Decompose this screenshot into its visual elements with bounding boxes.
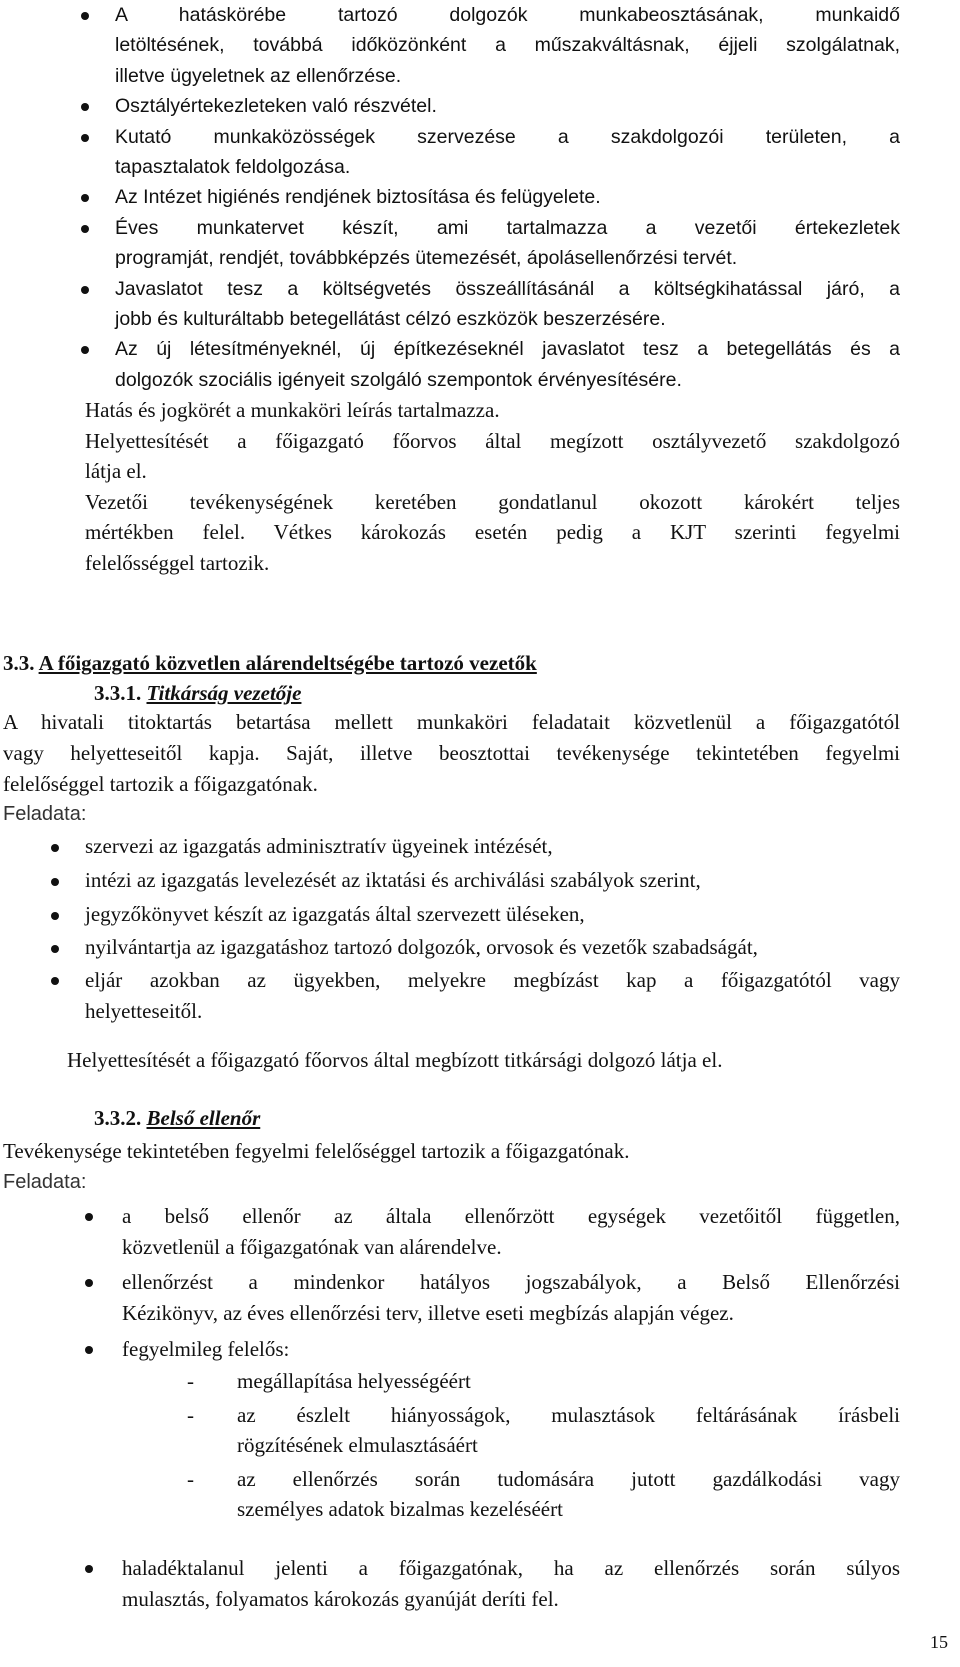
list-item (115, 0, 900, 91)
list-item-line: Kutató munkaközösségek szervezése a szakdolgozói területen, a (115, 125, 900, 148)
list-item (85, 864, 900, 898)
subsection-number: 3.3.1. (94, 681, 142, 705)
dash-item-line: rögzítésének elmulasztásáért (237, 1433, 478, 1457)
list-item-line: Osztályértekezleteken való részvétel. (115, 95, 437, 118)
bullet-icon (85, 1213, 93, 1221)
dash-item-line: az észlelt hiányosságok, mulasztások feltárásának írásbeli (237, 1402, 900, 1427)
list-item-line: letöltésének, továbbá időközönként a műszakváltásnak, éjjeli szolgálatnak, (115, 34, 900, 57)
list-item (122, 1553, 900, 1614)
titkarsag-list (85, 830, 900, 1027)
list-item (122, 1201, 900, 1262)
list-item-line: ellenőrzést a mindenkor hatályos jogszabályok, a Belső Ellenőrzési (122, 1270, 900, 1295)
subsection-heading (94, 1106, 260, 1131)
list-item-line: eljár azokban az ügyekben, melyekre megbízást kap a főigazgatótól vagy (85, 968, 900, 993)
list-item-line: a belső ellenőr az általa ellenőrzött egységek vezetőitől független, (122, 1204, 900, 1228)
bullet-icon (85, 1279, 93, 1287)
top-after-paragraphs (85, 395, 900, 579)
paragraph-line: Hatás és jogkörét a munkaköri leírás tartalmazza. (85, 398, 500, 422)
dash-item-line: megállapítása helyességéért (237, 1369, 471, 1393)
list-item (85, 898, 900, 932)
belso-ellenor-list (122, 1201, 900, 1365)
section-title: A főigazgató közvetlen alárendeltségébe tartozó vezetők (38, 651, 537, 675)
subsection-intro (3, 707, 900, 830)
list-item-line: tapasztalatok feldolgozása. (115, 156, 351, 179)
list-item-line: helyetteseitől. (85, 999, 203, 1024)
list-item (115, 334, 900, 395)
list-item-line: haladéktalanul jelenti a főigazgatónak, ha az ellenőrzés során súlyos (122, 1556, 900, 1580)
list-item-line: Az Intézet higiénés rendjének biztosítása és felügyelete. (115, 186, 601, 209)
list-item-line: jegyzőkönyvet készít az igazgatás által szervezett üléseken, (85, 901, 585, 926)
list-item-line: intézi az igazgatás levelezését az iktatási és archiválási szabályok szerint, (85, 867, 701, 892)
dash-marker: - (187, 1466, 194, 1491)
section-heading (3, 651, 537, 676)
paragraph-line: A hivatali titoktartás betartása mellett munkaköri feladatait közvetlenül a főigazgatótól (3, 710, 900, 734)
list-item (85, 965, 900, 1027)
subsection-number: 3.3.2. (94, 1106, 142, 1130)
bullet-icon (51, 945, 59, 953)
list-item (85, 931, 900, 965)
dash-item (187, 1464, 900, 1525)
list-item-line: mulasztás, folyamatos károkozás gyanúját deríti fel. (122, 1586, 559, 1611)
subsection-intro (3, 1136, 630, 1198)
list-item-line: közvetlenül a főigazgatónak van alárendelve. (122, 1234, 502, 1259)
page-number: 15 (930, 1632, 948, 1652)
bullet-icon (81, 12, 89, 20)
belso-ellenor-list-last (122, 1553, 900, 1614)
dash-sublist (187, 1366, 900, 1525)
list-item (115, 182, 900, 212)
paragraph-line: Helyettesítését a főigazgató főorvos által megízott osztályvezető szakdolgozó (85, 428, 900, 453)
paragraph-line: vagy helyetteseitől kapja. Saját, illetve beosztottai tevékenysége tekintetében fegyelmi (3, 740, 900, 765)
paragraph-line: mértékben felel. Vétkes károkozás esetén pedig a KJT szerinti fegyelmi (85, 520, 900, 545)
dash-item (187, 1366, 900, 1397)
list-item-line: jobb és kulturáltabb betegellátást célzó eszközök beszerzésére. (115, 308, 666, 331)
bullet-icon (81, 134, 89, 142)
bullet-icon (51, 878, 59, 886)
bullet-icon (81, 194, 89, 202)
paragraph-line: felelőséggel tartozik a főigazgatónak. (3, 771, 318, 796)
list-item-line: Javaslatot tesz a költségvetés összeállításánál a költségkihatással járó, a (115, 277, 900, 300)
dash-marker: - (187, 1369, 194, 1393)
paragraph-line: Vezetői tevékenységének keretében gondatlanul okozott károkért teljes (85, 489, 900, 514)
bullet-icon (51, 844, 59, 852)
titkarsag-substitute (67, 1045, 722, 1075)
feladata-label: Feladata: (3, 1171, 87, 1193)
feladata-label: Feladata: (3, 803, 87, 826)
dash-item (187, 1400, 900, 1461)
dash-item-line: személyes adatok bizalmas kezeléséért (237, 1497, 563, 1521)
list-item (115, 213, 900, 274)
bullet-icon (85, 1565, 93, 1573)
dash-marker: - (187, 1402, 194, 1427)
list-item (115, 122, 900, 183)
list-item (115, 91, 900, 121)
section-number: 3.3. (3, 651, 35, 675)
bullet-icon (81, 346, 89, 354)
bullet-icon (81, 225, 89, 233)
list-item (122, 1334, 900, 1365)
bullet-icon (81, 103, 89, 111)
paragraph-line: látja el. (85, 459, 147, 484)
list-item-line: A hatáskörébe tartozó dolgozók munkabeosztásának, munkaidő (115, 4, 900, 26)
dash-item-line: az ellenőrzés során tudomására jutott gazdálkodási vagy (237, 1466, 900, 1491)
bullet-icon (81, 286, 89, 294)
subsection-heading (94, 681, 301, 706)
list-item-line: programját, rendjét, továbbképzés ütemezését, ápolásellenőrzési tervét. (115, 247, 738, 270)
top-list (115, 0, 900, 395)
list-item-line: Kézikönyv, az éves ellenőrzési terv, illetve eseti megbízás alapján végez. (122, 1301, 734, 1326)
subsection-title: Titkárság vezetője (146, 681, 302, 705)
list-item-line: Éves munkatervet készít, ami tartalmazza a vezetői értekezletek (115, 216, 900, 239)
paragraph-line: Tevékenysége tekintetében fegyelmi felelőséggel tartozik a főigazgatónak. (3, 1139, 630, 1163)
paragraph-line: Helyettesítését a főigazgató főorvos által megbízott titkársági dolgozó látja el. (67, 1048, 723, 1072)
bullet-icon (85, 1346, 93, 1354)
list-item-line: nyilvántartja az igazgatáshoz tartozó dolgozók, orvosok és vezetők szabadságát, (85, 935, 758, 960)
list-item-line: szervezi az igazgatás adminisztratív ügyeinek intézését, (85, 834, 553, 858)
list-item (115, 274, 900, 335)
bullet-icon (51, 912, 59, 920)
subsection-title: Belső ellenőr (146, 1106, 261, 1130)
list-item (85, 830, 900, 864)
bullet-icon (51, 977, 59, 985)
list-item-line: dolgozók szociális igényeit szolgáló szempontok érvényesítésére. (115, 368, 682, 391)
list-item-line: illetve ügyeletnek az ellenőrzése. (115, 64, 402, 87)
paragraph-line: felelősséggel tartozik. (85, 550, 270, 575)
list-item (122, 1267, 900, 1328)
list-item-line: Az új létesítményeknél, új építkezéseknél javaslatot tesz a betegellátás és a (115, 338, 900, 361)
list-item-line: fegyelmileg felelős: (122, 1336, 290, 1361)
